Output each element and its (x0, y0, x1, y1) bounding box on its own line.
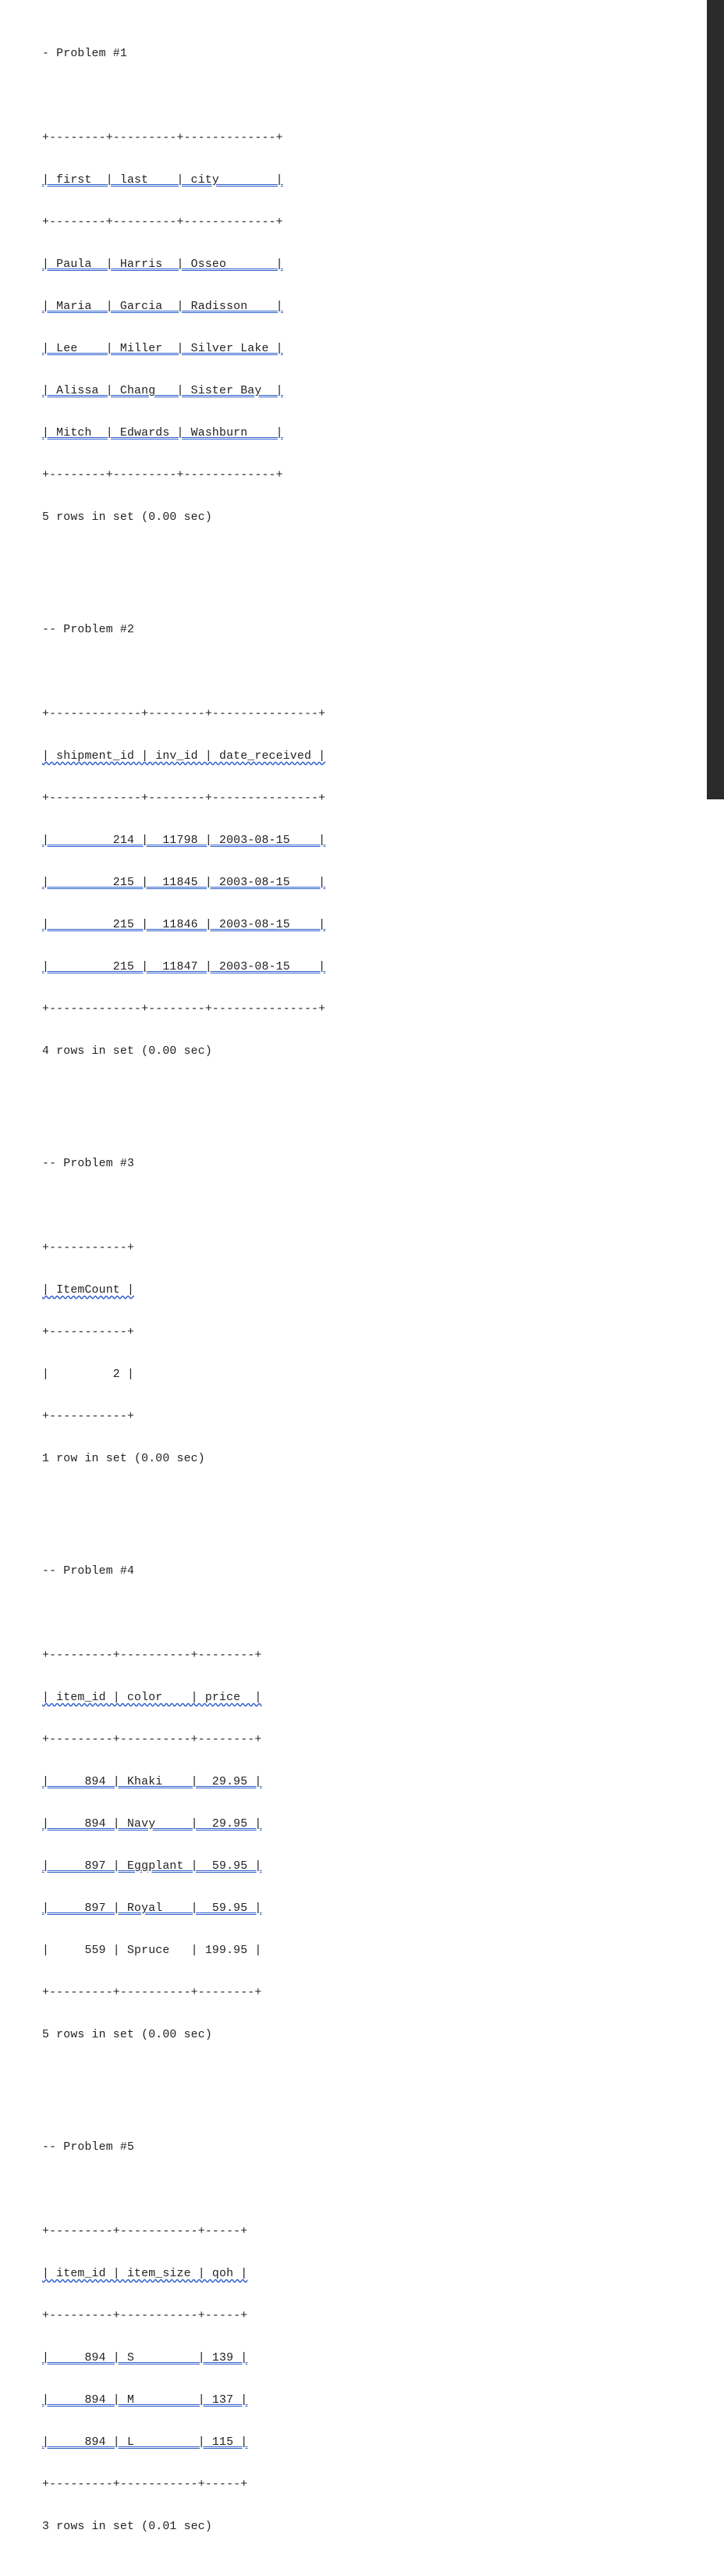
table-1-row: | Maria | Garcia | Radisson | (42, 301, 283, 313)
problem-4-result: 5 rows in set (0.00 sec) (42, 2029, 212, 2041)
table-1-border: +--------+---------+-------------+ (42, 216, 283, 229)
scrollbar[interactable] (707, 0, 724, 799)
problem-3-result: 1 row in set (0.00 sec) (42, 1453, 205, 1465)
table-4-row: | 894 | Navy | 29.95 | (42, 1818, 262, 1831)
query-output (42, 0, 325, 2576)
table-3-border: +-----------+ (42, 1411, 135, 1423)
table-4-border: +---------+----------+--------+ (42, 1987, 262, 1999)
table-5-row: | 894 | M | 137 | (42, 2394, 248, 2407)
table-3-header-row: | ItemCount | (42, 1284, 135, 1297)
problem-1-heading: - Problem #1 (42, 48, 127, 60)
table-1-row: | Paula | Harris | Osseo | (42, 258, 283, 271)
table-1-border: +--------+---------+-------------+ (42, 469, 283, 482)
problem-4-heading: -- Problem #4 (42, 1565, 135, 1578)
table-5-border: +---------+-----------+-----+ (42, 2226, 248, 2238)
table-2-row: | 215 | 11847 | 2003-08-15 | (42, 961, 326, 973)
table-4-row: | 897 | Eggplant | 59.95 | (42, 1860, 262, 1873)
table-5-header-row: | item_id | item_size | qoh | (42, 2268, 248, 2280)
problem-2-result: 4 rows in set (0.00 sec) (42, 1045, 212, 1058)
table-1-row: | Alissa | Chang | Sister Bay | (42, 385, 283, 397)
table-2-border: +-------------+--------+---------------+ (42, 792, 326, 805)
problem-2-heading: -- Problem #2 (42, 624, 135, 636)
table-5-border: +---------+-----------+-----+ (42, 2478, 248, 2491)
table-2-header-row: | shipment_id | inv_id | date_received | (42, 750, 326, 763)
table-1-header-row: | first | last | city | (42, 174, 283, 187)
problem-5-result: 3 rows in set (0.01 sec) (42, 2521, 212, 2533)
table-5-border: +---------+-----------+-----+ (42, 2310, 248, 2322)
table-2-border: +-------------+--------+---------------+ (42, 1003, 326, 1016)
problem-1-result: 5 rows in set (0.00 sec) (42, 511, 212, 524)
table-2-row: | 215 | 11845 | 2003-08-15 | (42, 877, 326, 889)
table-4-row: | 559 | Spruce | 199.95 | (42, 1944, 262, 1957)
table-4-border: +---------+----------+--------+ (42, 1734, 262, 1746)
table-4-border: +---------+----------+--------+ (42, 1649, 262, 1662)
table-2-row: | 215 | 11846 | 2003-08-15 | (42, 919, 326, 931)
table-1-row: | Mitch | Edwards | Washburn | (42, 427, 283, 439)
table-5-row: | 894 | S | 139 | (42, 2352, 248, 2364)
table-4-header-row: | item_id | color | price | (42, 1692, 262, 1704)
table-5-row: | 894 | L | 115 | (42, 2436, 248, 2449)
table-3-row: | 2 | (42, 1368, 135, 1381)
table-2-row: | 214 | 11798 | 2003-08-15 | (42, 834, 326, 847)
problem-3-heading: -- Problem #3 (42, 1158, 135, 1170)
problem-5-heading: -- Problem #5 (42, 2141, 135, 2154)
table-2-border: +-------------+--------+---------------+ (42, 708, 326, 720)
table-1-border: +--------+---------+-------------+ (42, 132, 283, 144)
table-1-row: | Lee | Miller | Silver Lake | (42, 343, 283, 355)
table-4-row: | 894 | Khaki | 29.95 | (42, 1776, 262, 1788)
table-3-border: +-----------+ (42, 1242, 135, 1254)
table-4-row: | 897 | Royal | 59.95 | (42, 1902, 262, 1915)
table-3-border: +-----------+ (42, 1326, 135, 1339)
